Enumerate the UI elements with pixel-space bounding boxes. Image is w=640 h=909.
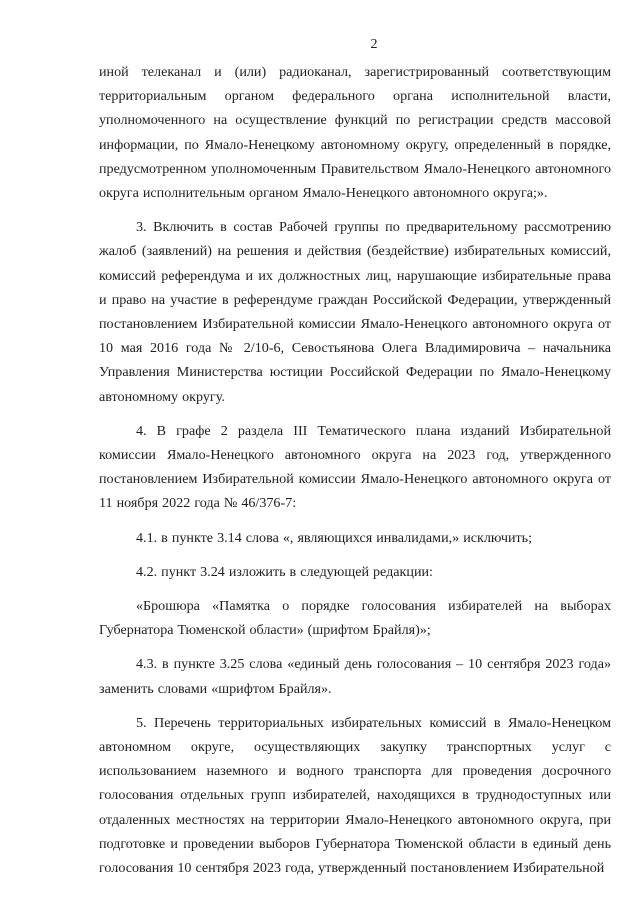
paragraph-item-4-1: 4.1. в пункте 3.14 слова «, являющихся инвалидами,» исключить; — [136, 529, 533, 546]
paragraph-item-4: 4. В графе 2 раздела III Тематического плана изданий Избирательной комиссии Ямало-Ненецкого автономного округа на 2023 год, утвержденного постановлением Избирательной комиссии Ямало-Ненецкого автономного округа от 11 ноября 2022 года № 46/376-7: — [99, 422, 611, 512]
paragraph-item-4-3: 4.3. в пункте 3.25 слова «единый день голосования – 10 сентября 2023 года» заменить словами «шрифтом Брайля». — [99, 656, 611, 697]
paragraph-item-4-2: 4.2. пункт 3.24 изложить в следующей редакции: — [136, 563, 433, 580]
paragraph-continuation: иной телеканал и (или) радиоканал, зарегистрированный соответствующим территориальным органом федерального органа исполнительной власти, уполномоченного на осуществление функций по регистрации средств массовой информации, по Ямало-Ненецкому автономному округу, определенный в порядке, предусмотренном уполномоченным Правительством Ямало-Ненецкого автономного округа исполнительным органом Ямало-Ненецкого автономного округа;». — [99, 64, 611, 202]
paragraph-item-3: 3. Включить в состав Рабочей группы по предварительному рассмотрению жалоб (заявлений) на решения и действия (бездействие) избирательных комиссий, комиссий референдума и их должностных лиц, нарушающие избирательные права и право на участие в референдуме граждан Российской Федерации, утвержденный постановлением Избирательной комиссии Ямало-Ненецкого автономного округа от 10 мая 2016 года № 2/10-6, Севостьянова Олега Владимировича – начальника Управления Министерства юстиции Российской Федерации по Ямало-Ненецкому автономному округу. — [99, 219, 611, 405]
page-number: 2 — [370, 37, 378, 52]
paragraph-quote-brochure: «Брошюра «Памятка о порядке голосования избирателей на выборах Губернатора Тюменской области» (шрифтом Брайля)»; — [99, 598, 611, 639]
paragraph-item-5: 5. Перечень территориальных избирательных комиссий в Ямало-Ненецком автономном округе, осуществляющих закупку транспортных услуг с использованием наземного и водного транспорта для проведения досрочного голосования отдельных групп избирателей, находящихся в труднодоступных или отдаленных местностях на территории Ямало-Ненецкого автономного округа, при подготовке и проведении выборов Губернатора Тюменской области в единый день голосования 10 сентября 2023 года, утвержденный постановлением Избирательной — [99, 714, 611, 877]
